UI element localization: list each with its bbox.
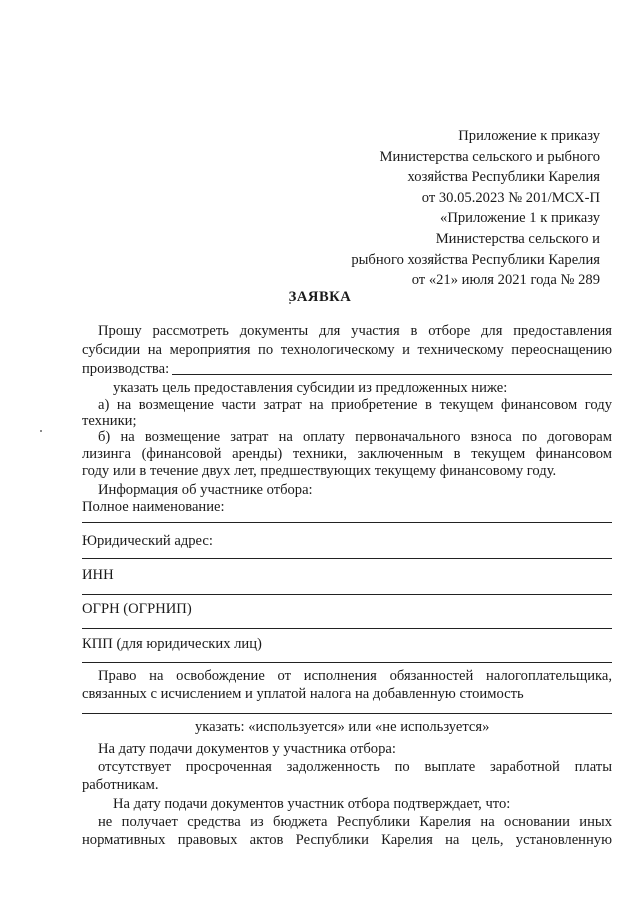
header-line: Министерства сельского и <box>435 230 600 247</box>
intro-line: производства: <box>82 361 170 377</box>
date-heading: На дату подачи документов участник отбора подтверждает, что: <box>113 796 511 812</box>
header-line: хозяйства Республики Карелия <box>407 169 600 186</box>
header-line: рыбного хозяйства Республики Карелия <box>351 251 600 268</box>
vat-hint: указать: «используется» или «не используется» <box>195 719 490 735</box>
vat-fill-line <box>82 713 612 714</box>
kpp-fill-line <box>82 662 612 663</box>
header-line: Министерства сельского и рыбного <box>379 148 600 165</box>
inn-label: ИНН <box>82 567 114 583</box>
production-fill-line <box>172 374 612 375</box>
header-line: от 30.05.2023 № 201/МСХ-П <box>421 189 600 206</box>
full-name-label: Полное наименование: <box>82 499 225 515</box>
intro-line: Прошу рассмотреть документы для участия в отборе для предоставления <box>98 323 612 339</box>
ogrn-fill-line <box>82 628 612 629</box>
info-heading: Информация об участнике отбора: <box>98 482 313 498</box>
legal-address-label: Юридический адрес: <box>82 533 213 549</box>
option-a-line: техники; <box>82 413 137 429</box>
budget-line: не получает средства из бюджета Республики Карелия на основании иных <box>98 814 612 830</box>
document-title: ЗАЯВКА <box>288 289 352 305</box>
budget-line: нормативных правовых актов Республики Карелия на цель, установленную <box>82 832 612 848</box>
header-block <box>351 126 600 291</box>
kpp-label: КПП (для юридических лиц) <box>82 636 262 652</box>
header-line: Приложение к приказу <box>458 128 600 144</box>
date-heading: На дату подачи документов у участника отбора: <box>98 741 396 757</box>
header-line: «Приложение 1 к приказу <box>440 210 600 227</box>
ogrn-label: ОГРН (ОГРНИП) <box>82 601 192 617</box>
inn-fill-line <box>82 594 612 595</box>
vat-right-line: Право на освобождение от исполнения обязанностей налогоплательщика, <box>98 668 612 684</box>
legal-address-fill-line <box>82 558 612 559</box>
vat-right-line: связанных с исчислением и уплатой налога на добавленную стоимость <box>82 686 524 702</box>
option-a-line: а) на возмещение части затрат на приобретение в текущем финансовом году <box>98 397 612 413</box>
option-b-line: б) на возмещение затрат на оплату первоначального взноса по договорам <box>98 429 612 445</box>
intro-line: субсидии на мероприятия по технологическому и техническому переоснащению <box>82 342 612 358</box>
option-b-line: лизинга (финансовой аренды) техники, заключенным в текущем финансовом <box>82 446 612 462</box>
debt-line: работникам. <box>82 777 159 793</box>
scan-speck <box>40 430 42 432</box>
option-b-line: году или в течение двух лет, предшествующих текущему финансовому году. <box>82 463 557 479</box>
header-line: от «21» июля 2021 года № 289 <box>411 272 600 289</box>
purpose-hint: указать цель предоставления субсидии из предложенных ниже: <box>113 380 508 396</box>
full-name-fill-line <box>82 522 612 523</box>
debt-line: отсутствует просроченная задолженность по выплате заработной платы <box>98 759 612 775</box>
